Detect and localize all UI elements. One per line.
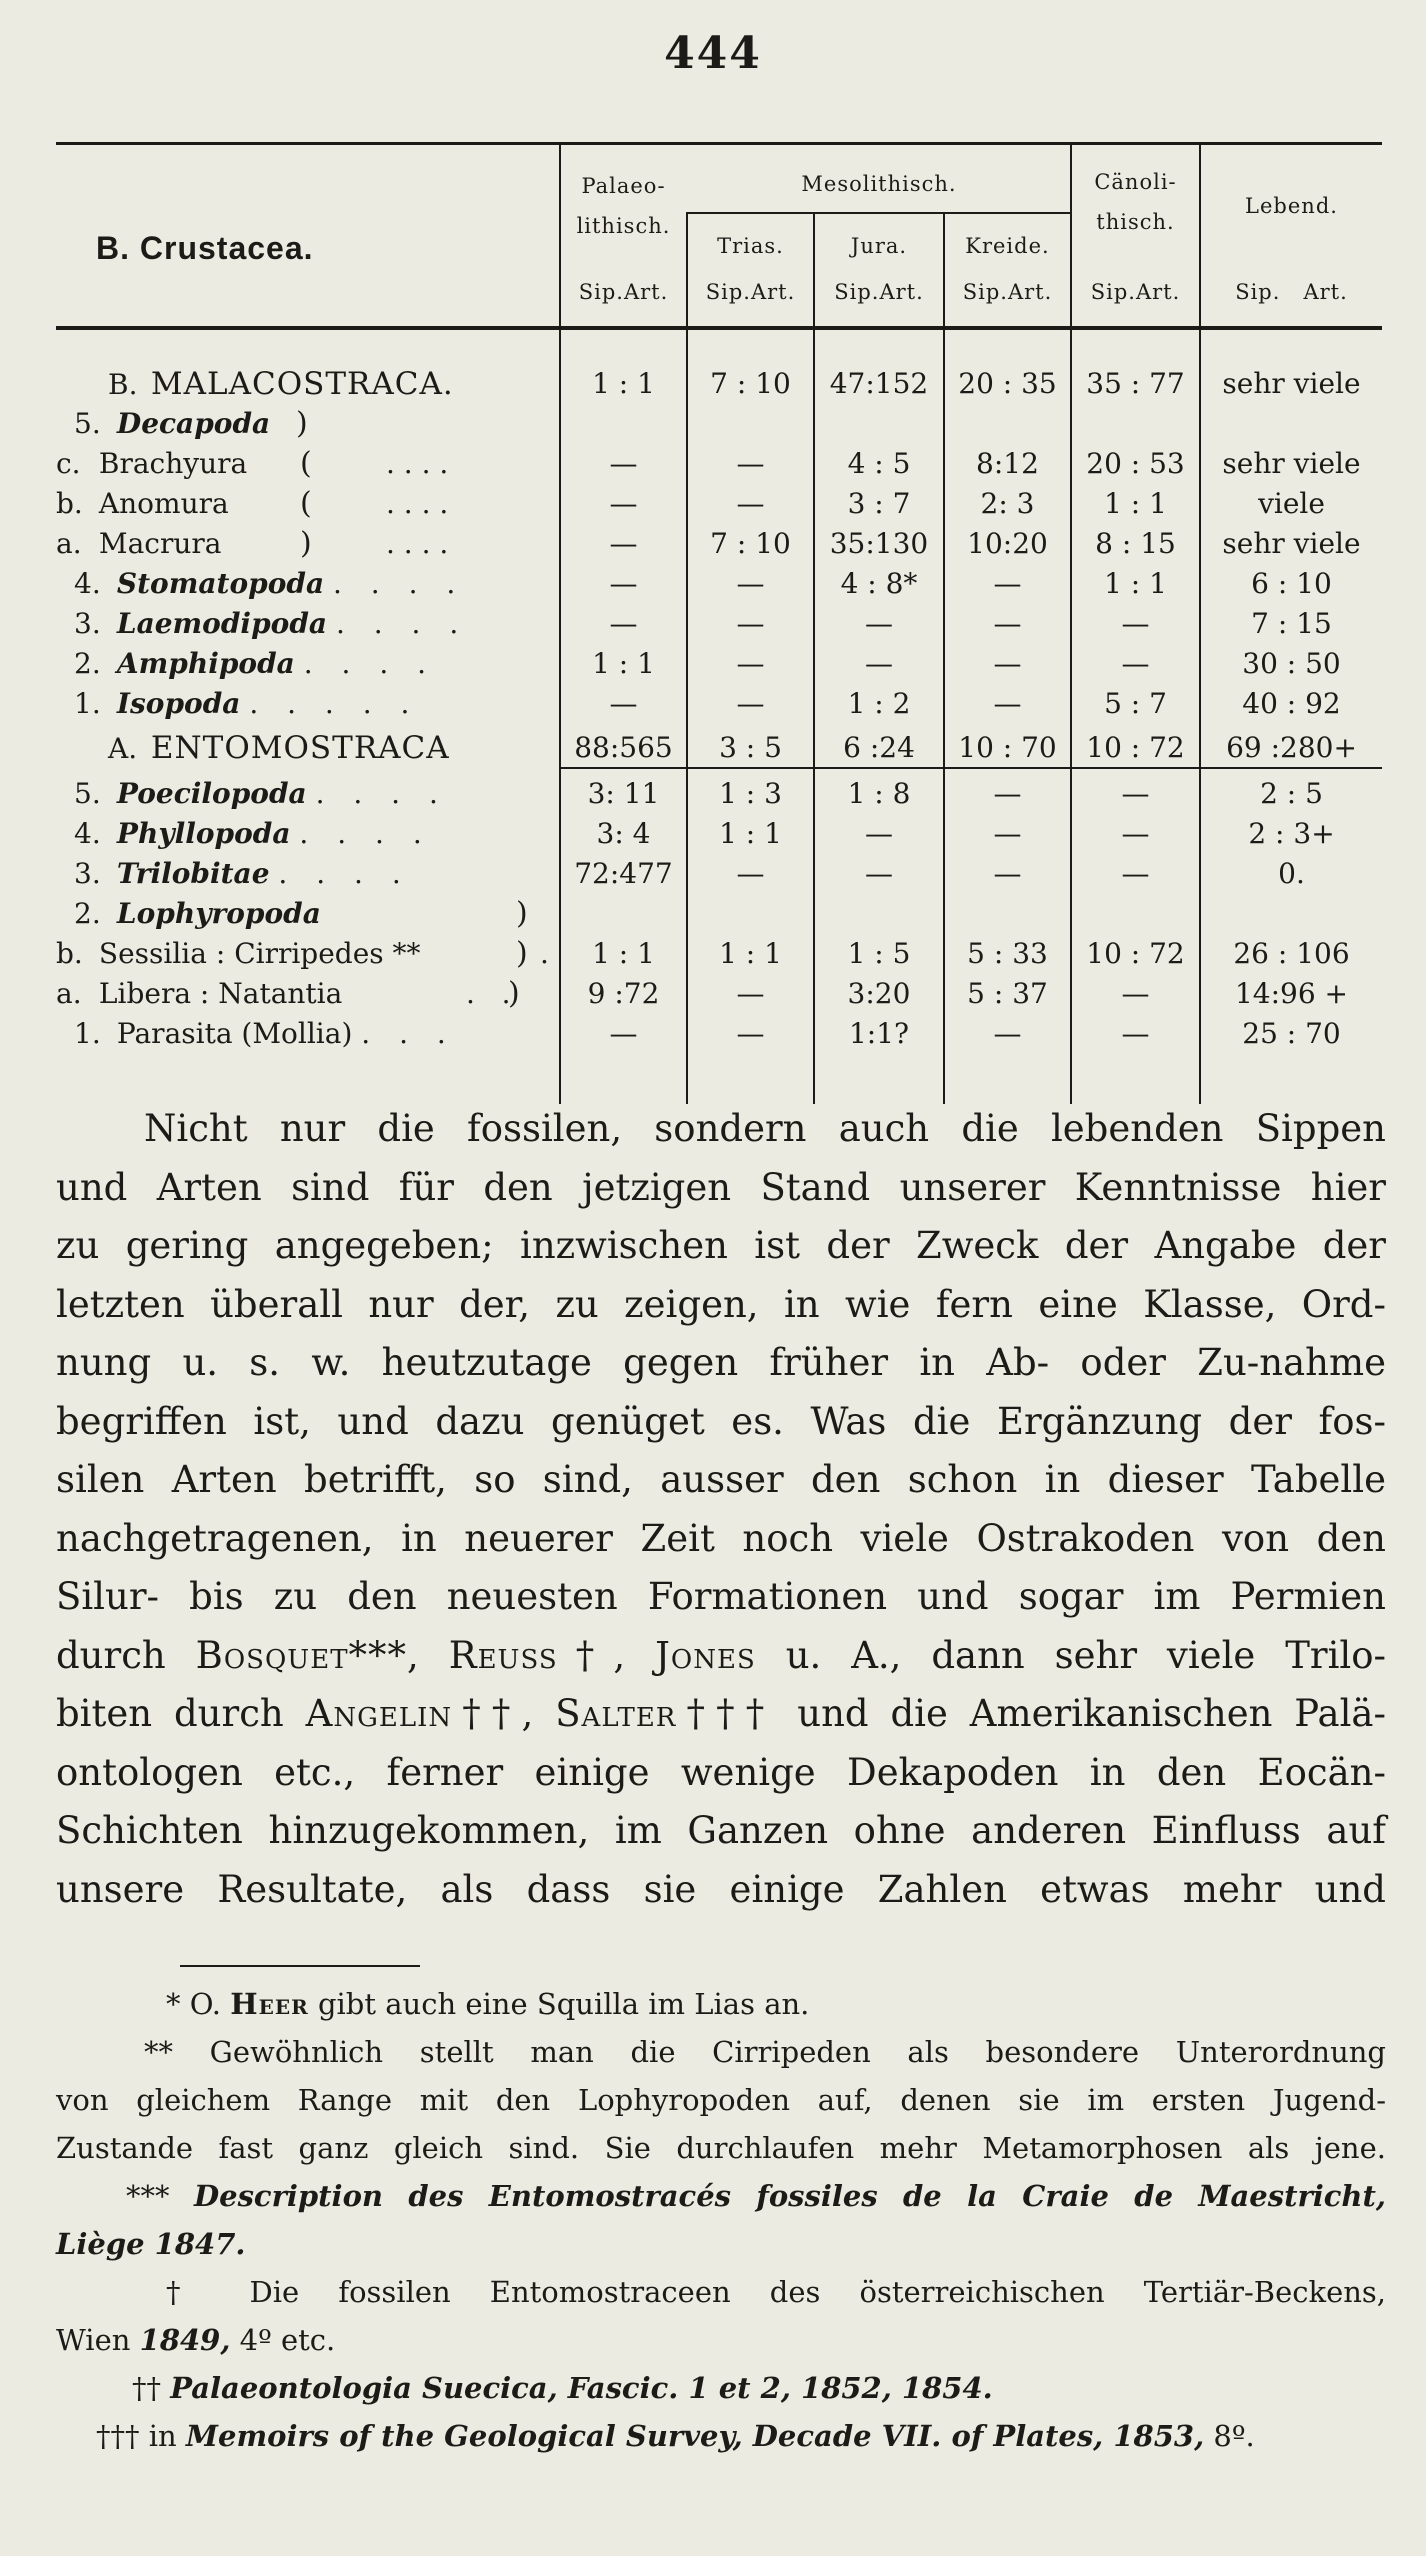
cell: — — [609, 687, 638, 720]
footnote: ††† in Memoirs of the Geological Survey, Decade VII. of Plates, 1853, 8º. — [96, 2419, 1255, 2453]
footnote: *** Description des Entomostracés fossiles de la Craie de Maestricht, — [126, 2179, 1386, 2213]
cell: — — [609, 447, 638, 480]
cell: 10 : 70 — [958, 731, 1057, 764]
table-row — [56, 404, 1382, 444]
cell: 7 : 10 — [710, 527, 791, 560]
cell: 4 : 8* — [840, 567, 918, 600]
cell: 1 : 1 — [592, 647, 655, 680]
table-row — [56, 1014, 1382, 1054]
cell: 5 : 33 — [967, 937, 1048, 970]
table-row — [56, 484, 1382, 524]
cell: — — [993, 857, 1022, 890]
author-name: Bosquet*** — [195, 1633, 408, 1677]
cell: 69 :280+ — [1226, 731, 1357, 764]
cell: 4 : 5 — [847, 447, 911, 480]
subheader-jura: Sip.Art. — [834, 280, 924, 304]
cell: 10 : 72 — [1086, 937, 1185, 970]
table-row — [56, 814, 1382, 854]
cell: 1 : 3 — [719, 777, 782, 810]
cell: 14:96 + — [1234, 977, 1349, 1010]
leader-dots: . . . . — [386, 487, 449, 520]
cell: — — [1121, 817, 1150, 850]
page-number: 444 — [664, 28, 762, 79]
text-line: nung u. s. w. heutzutage gegen früher in Ab- oder Zu-nahme — [56, 1341, 1386, 1384]
cell: 0. — [1278, 857, 1305, 890]
cell: 3:20 — [847, 977, 911, 1010]
footnote: ** Gewöhnlich stellt man die Cirripeden als besondere Unterordnung — [144, 2035, 1386, 2069]
text-line: und Arten sind für den jetzigen Stand unserer Kenntnisse hier — [56, 1165, 1386, 1209]
crustacea-table — [56, 142, 1382, 1102]
cell: 88:565 — [574, 731, 673, 764]
cell: — — [736, 647, 765, 680]
leader-dots: . . . . — [386, 527, 449, 560]
cell: — — [609, 1017, 638, 1050]
cell: — — [865, 647, 893, 680]
cell: 3 : 7 — [847, 487, 911, 520]
header-meso: Mesolithisch. — [801, 172, 957, 196]
cell: 2 : 3+ — [1248, 817, 1335, 850]
cell: 20 : 35 — [958, 367, 1057, 400]
cell: 1 : 5 — [847, 937, 911, 970]
subheader-palaeo: Sip.Art. — [578, 280, 669, 304]
footnote-cont: Zustande fast ganz gleich sind. Sie durchlaufen mehr Metamorphosen als jene. — [56, 2131, 1386, 2165]
footnote-cont: von gleichem Range mit den Lophyropoden auf, denen sie im ersten Jugend- — [56, 2083, 1386, 2117]
text-line: ontologen etc., ferner einige wenige Dekapoden in den Eocän- — [56, 1750, 1386, 1794]
cell: 6 : 10 — [1251, 567, 1332, 600]
text-line: unsere Resultate, als dass sie einige Zahlen etwas mehr und — [56, 1867, 1386, 1911]
cell: 2: 3 — [980, 487, 1035, 520]
row-label: 4. Phyllopoda . . . . — [74, 817, 432, 850]
table-row — [56, 774, 1382, 814]
table-row — [56, 604, 1382, 644]
header-trias: Trias. — [717, 234, 784, 258]
row-label: 3. Trilobitae . . . . — [74, 857, 411, 890]
row-label: 1. Parasita (Mollia) . . . — [74, 1017, 456, 1050]
author-name: Jones — [655, 1633, 756, 1677]
table-title: B. Crustacea. — [96, 230, 314, 266]
author-name: Reuss† — [448, 1633, 614, 1677]
cell: 1 : 1 — [719, 937, 782, 970]
cell: — — [736, 687, 765, 720]
cell: 9 :72 — [587, 977, 660, 1010]
header-jura: Jura. — [850, 234, 908, 258]
cell: — — [993, 687, 1022, 720]
cell: — — [1121, 607, 1150, 640]
row-label: b. Sessilia : Cirripedes ** — [56, 937, 421, 970]
cell: — — [736, 977, 765, 1010]
table-top-rule — [56, 142, 1382, 145]
cell: — — [865, 857, 893, 890]
author-name: Salter††† — [555, 1692, 776, 1735]
text-line: durch Bosquet***, Reuss†, Jones u. A., dann sehr viele Trilo- — [56, 1633, 1387, 1677]
footnote-cont: Liège 1847. — [56, 2227, 246, 2261]
cell: — — [1121, 647, 1150, 680]
cell: 1:1? — [848, 1017, 910, 1050]
cell: 26 : 106 — [1233, 937, 1350, 970]
row-label: 4. Stomatopoda . . . . — [74, 567, 466, 600]
footnote-rule — [180, 1965, 420, 1967]
footnote: † Die fossilen Entomostraceen des österreichischen Tertiär-Beckens, — [166, 2275, 1387, 2309]
subheader-kreide: Sip.Art. — [962, 280, 1053, 304]
cell: — — [993, 567, 1022, 600]
cell: 10:20 — [967, 527, 1048, 560]
cell: 1 : 1 — [592, 367, 655, 400]
cell: 1 : 1 — [719, 817, 782, 850]
row-label: 2. Amphipoda . . . . — [74, 647, 437, 680]
row-label: 1. Isopoda . . . . . — [74, 687, 420, 720]
text-line: begriffen ist, und dazu genüget es. Was die Ergänzung der fos- — [56, 1399, 1386, 1443]
cell: — — [1121, 857, 1150, 890]
cell: — — [993, 817, 1022, 850]
cell: 1 : 1 — [592, 937, 655, 970]
cell: 2 : 5 — [1260, 777, 1323, 810]
table-row — [56, 854, 1382, 894]
table-row — [56, 524, 1382, 564]
cell: — — [865, 817, 893, 850]
cell: 72:477 — [574, 857, 673, 890]
subheader-canoli: Sip.Art. — [1090, 280, 1181, 304]
table-row — [56, 644, 1382, 684]
row-label: 5. Poecilopoda . . . . — [74, 777, 448, 810]
header-bottom-rule — [56, 326, 1382, 330]
cell: — — [609, 487, 638, 520]
row-label: b. Anomura — [56, 487, 229, 520]
table-row — [56, 684, 1382, 724]
footnote-cont: Wien 1849, 4º etc. — [56, 2323, 336, 2357]
cell: — — [736, 1017, 765, 1050]
cell: 30 : 50 — [1242, 647, 1341, 680]
cell: 47:152 — [829, 367, 929, 400]
text-line: letzten überall nur der, zu zeigen, in wie fern eine Klasse, Ord- — [56, 1282, 1386, 1326]
cell: — — [865, 607, 893, 640]
cell: 1 : 1 — [1104, 567, 1167, 600]
cell: — — [736, 857, 765, 890]
brace: ) — [296, 406, 308, 441]
cell: sehr viele — [1222, 367, 1361, 400]
cell: 7 : 10 — [710, 367, 791, 400]
cell: 35:130 — [829, 527, 929, 560]
row-label: 3. Laemodipoda . . . . — [74, 607, 469, 640]
header-palaeo: Palaeo- lithisch. — [576, 174, 671, 238]
author-name: Angelin†† — [305, 1692, 522, 1735]
cell: — — [736, 447, 765, 480]
cell: — — [993, 1017, 1022, 1050]
cell: 20 : 53 — [1086, 447, 1185, 480]
cell: 1 : 8 — [847, 777, 911, 810]
cell: 3: 11 — [587, 777, 660, 810]
row-label: B. MALACOSTRACA. — [108, 366, 454, 402]
cell: 8 : 15 — [1095, 527, 1176, 560]
cell: 3 : 5 — [719, 731, 782, 764]
cell: 40 : 92 — [1242, 687, 1341, 720]
cell: — — [609, 607, 638, 640]
subheader-lebend: Sip. Art. — [1235, 280, 1348, 304]
row-label: 2. Lophyropoda — [74, 897, 321, 930]
cell: 10 : 72 — [1086, 731, 1185, 764]
cell: 5 : 37 — [967, 977, 1048, 1010]
brace: ) — [300, 526, 312, 561]
cell: 1 : 2 — [847, 687, 911, 720]
cell: — — [736, 487, 765, 520]
cell: — — [609, 567, 638, 600]
cell: — — [736, 607, 765, 640]
text-line: biten durch Angelin††, Salter††† und die Amerikanischen Palä- — [56, 1692, 1386, 1735]
header-mid-rule — [688, 212, 1070, 214]
text-line: Nicht nur die fossilen, sondern auch die lebenden Sippen — [144, 1107, 1386, 1150]
cell: — — [1121, 977, 1150, 1010]
brace: ( — [300, 486, 312, 521]
cell: 1 : 1 — [1104, 487, 1167, 520]
header-kreide: Kreide. — [965, 234, 1050, 258]
cell: sehr viele — [1222, 527, 1361, 560]
cell: 5 : 7 — [1104, 687, 1167, 720]
header-lebend: Lebend. — [1245, 194, 1338, 218]
row-label: a. Macrura — [56, 527, 222, 560]
cell: — — [1121, 1017, 1150, 1050]
text-line: Schichten hinzugekommen, im Ganzen ohne anderen Einfluss auf — [56, 1809, 1386, 1852]
table-row — [56, 934, 1382, 974]
row-label: a. Libera : Natantia — [56, 977, 343, 1010]
footnote: †† Palaeontologia Suecica, Fascic. 1 et 2, 1852, 1854. — [132, 2371, 993, 2405]
cell: — — [609, 527, 638, 560]
cell: sehr viele — [1222, 447, 1361, 480]
table-row — [56, 564, 1382, 604]
cell: 3: 4 — [596, 817, 651, 850]
text-line: zu gering angegeben; inzwischen ist der Zweck der Angabe der — [56, 1224, 1386, 1267]
cell: — — [993, 607, 1022, 640]
leader-dots: . — [540, 937, 549, 970]
footnote: * O. Heer gibt auch eine Squilla im Lias an. — [166, 1987, 810, 2021]
subheader-trias: Sip.Art. — [705, 280, 796, 304]
cell: — — [993, 777, 1022, 810]
row-label: 5. Decapoda — [74, 407, 271, 440]
brace: ( — [300, 446, 312, 481]
cell: 8:12 — [976, 447, 1039, 480]
brace: ) — [508, 976, 520, 1011]
leader-dots: . . . . — [386, 447, 449, 480]
table-row — [56, 728, 1382, 768]
row-label: c. Brachyura — [56, 447, 248, 480]
table-row — [56, 444, 1382, 484]
cell: 35 : 77 — [1086, 367, 1185, 400]
footnotes — [56, 1980, 1386, 2460]
cell: — — [1121, 777, 1150, 810]
row-label: A. ENTOMOSTRACA — [108, 730, 450, 766]
cell: 7 : 15 — [1251, 607, 1332, 640]
brace: ) — [516, 896, 528, 931]
cell: — — [993, 647, 1022, 680]
text-line: Silur- bis zu den neuesten Formationen und sogar im Permien — [56, 1575, 1386, 1618]
cell: — — [736, 567, 765, 600]
leader-dots: . . — [466, 977, 511, 1010]
text-line: silen Arten betrifft, so sind, ausser den schon in dieser Tabelle — [56, 1458, 1386, 1501]
table-row — [56, 974, 1382, 1014]
cell: 25 : 70 — [1242, 1017, 1341, 1050]
text-line: nachgetragenen, in neuerer Zeit noch viele Ostrakoden von den — [56, 1516, 1386, 1560]
table-row — [56, 894, 1382, 934]
table-row — [56, 364, 1382, 404]
cell: 6 :24 — [843, 731, 915, 764]
header-canoli: Cänoli- thisch. — [1094, 170, 1177, 234]
brace: ) — [516, 936, 528, 971]
cell: viele — [1258, 487, 1325, 520]
body-paragraph — [56, 1100, 1386, 1919]
